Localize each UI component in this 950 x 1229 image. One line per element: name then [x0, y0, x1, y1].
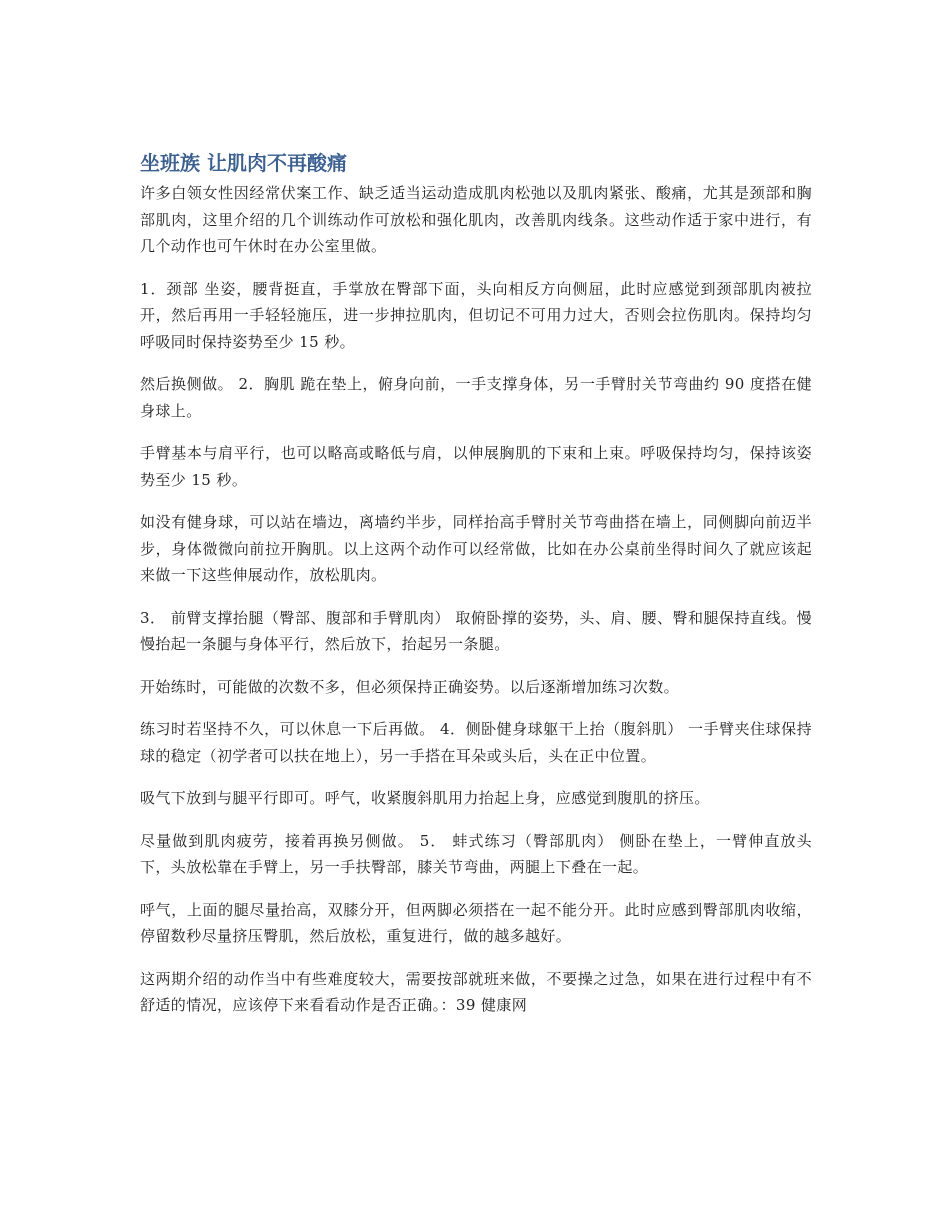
paragraph-chest: 然后换侧做。 2．胸肌 跪在垫上，俯身向前，一手支撑身体，另一手臂肘关节弯曲约 90 度搭在健身球上。 — [140, 375, 812, 420]
page-title: 坐班族 让肌肉不再酸痛 — [140, 151, 347, 175]
paragraph-closing: 这两期介绍的动作当中有些难度较大，需要按部就班来做，不要操之过急，如果在进行过程中有不舒适的情况，应该停下来看看动作是否正确。：39 健康网 — [140, 969, 812, 1014]
paragraph-intro: 许多白领女性因经常伏案工作、缺乏适当运动造成肌肉松弛以及肌肉紧张、酸痛，尤其是颈部和胸部肌肉，这里介绍的几个训练动作可放松和强化肌肉，改善肌肉线条。这些动作适于家中进行，有几个动作也可午休时在办公室里做。 — [140, 184, 812, 255]
paragraph-forearm-plank: 3． 前臂支撑抬腿（臀部、腹部和手臂肌肉） 取俯卧撑的姿势，头、肩、腰、臀和腿保持直线。慢慢抬起一条腿与身体平行，然后放下，抬起另一条腿。 — [140, 608, 812, 653]
paragraph-breathing: 吸气下放到与腿平行即可。呼气，收紧腹斜肌用力抬起上身，应感觉到腹肌的挤压。 — [140, 789, 710, 807]
paragraph-clamshell: 尽量做到肌肉疲劳，接着再换另侧做。 5． 蚌式练习（臀部肌肉） 侧卧在垫上，一臂伸直放头下，头放松靠在手臂上，另一手扶臀部，膝关节弯曲，两腿上下叠在一起。 — [140, 831, 812, 876]
paragraph-clamshell-detail: 呼气，上面的腿尽量抬高，双膝分开，但两脚必须搭在一起不能分开。此时应感到臀部肌肉收缩，停留数秒尽量挤压臀肌，然后放松，重复进行，做的越多越好。 — [140, 900, 812, 945]
document-page — [140, 148, 812, 1035]
paragraph-wall-alternative: 如没有健身球，可以站在墙边，离墙约半步，同样抬高手臂肘关节弯曲搭在墙上，同侧脚向前迈半步，身体微微向前拉开胸肌。以上这两个动作可以经常做，比如在办公桌前坐得时间久了就应该起来做一下这些伸展动作，放松肌肉。 — [140, 513, 812, 584]
paragraph-neck: 1．颈部 坐姿，腰背挺直，手掌放在臀部下面，头向相反方向侧屈，此时应感觉到颈部肌肉被拉开，然后再用一手轻轻施压，进一步抻拉肌肉，但切记不可用力过大，否则会拉伤肌肉。保持均匀呼吸同时保持姿势至少 15 秒。 — [140, 279, 812, 351]
paragraph-practice-note: 开始练时，可能做的次数不多，但必须保持正确姿势。以后逐渐增加练习次数。 — [140, 677, 680, 696]
paragraph-chest-detail: 手臂基本与肩平行，也可以略高或略低与肩，以伸展胸肌的下束和上束。呼吸保持均匀，保持该姿势至少 15 秒。 — [140, 444, 812, 489]
paragraph-side-ball: 练习时若坚持不久，可以休息一下后再做。 4．侧卧健身球躯干上抬（腹斜肌） 一手臂夹住球保持球的稳定（初学者可以扶在地上），另一手搭在耳朵或头后，头在正中位置。 — [140, 720, 812, 765]
